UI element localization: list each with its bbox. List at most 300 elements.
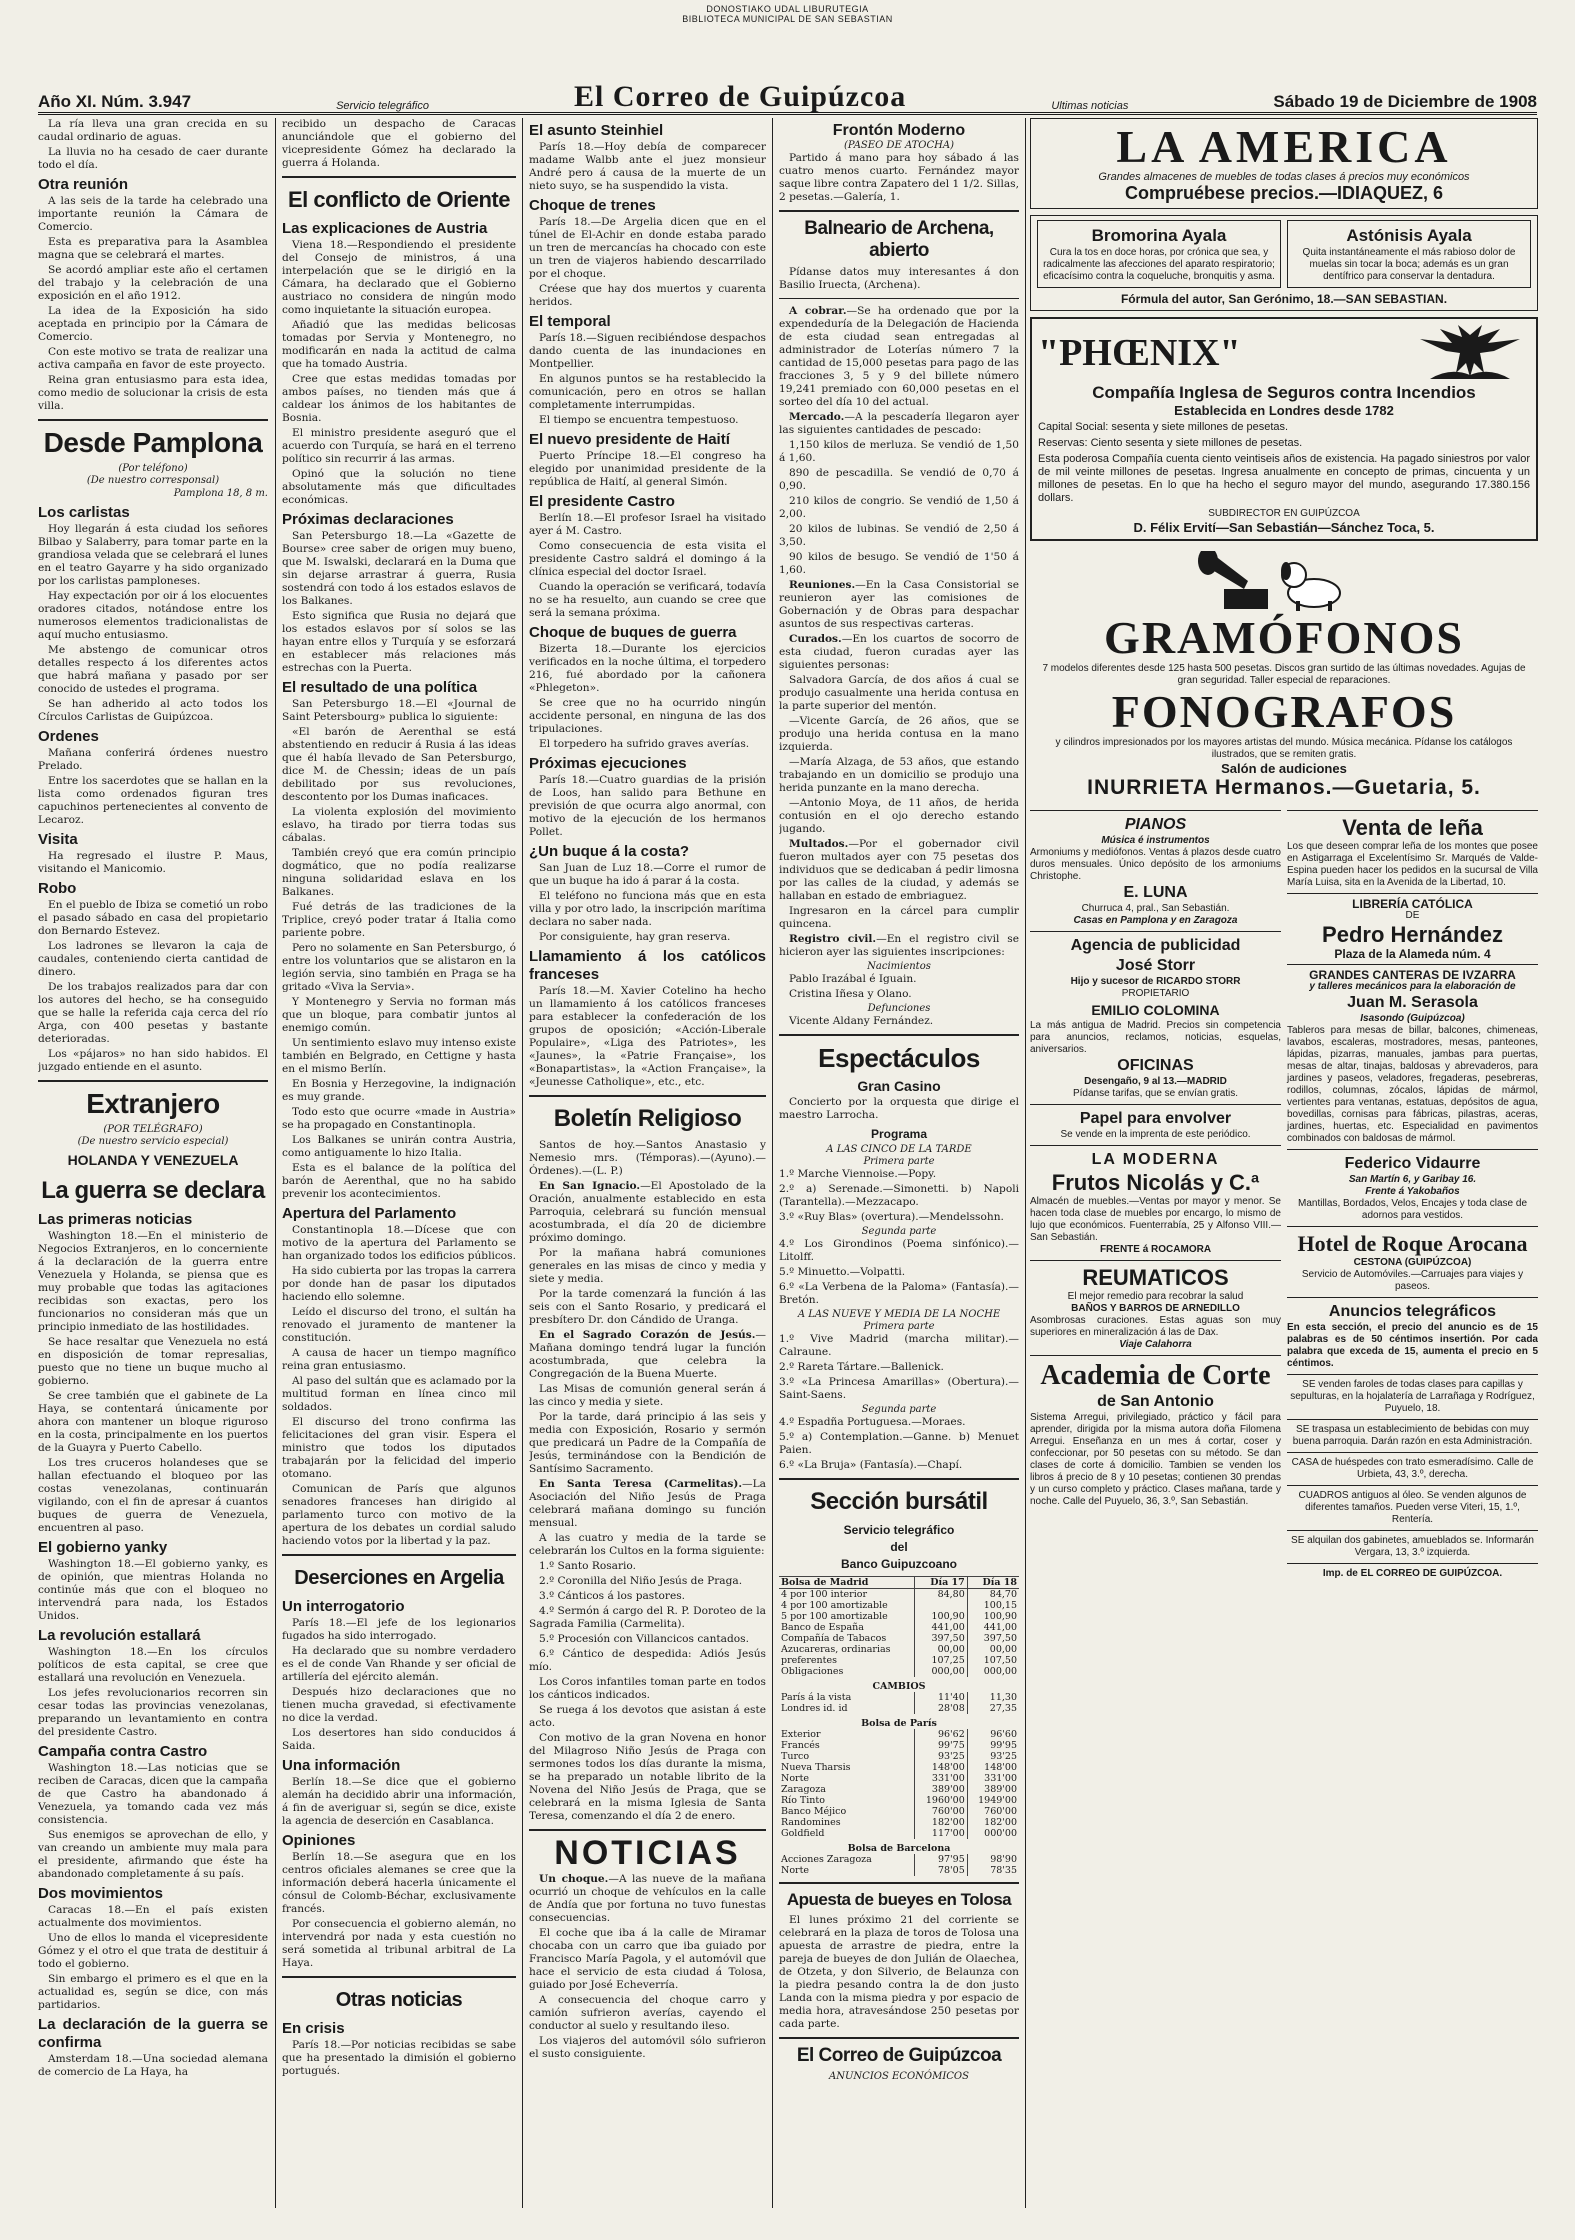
paragraph: El teléfono no funciona más que en esta villa y por otro lado, la inscripción marítima declara no saber nada. xyxy=(529,890,766,928)
paragraph: Se cree también que el gabinete de La Haya, se contentará únicamente por ahora con mantener un bloque riguroso en la costa, principalmente en los puertos de la Guayra y Puerto Cabello. xyxy=(38,1390,268,1454)
paragraph: Washington 18.—En el ministerio de Negocios Extranjeros, en lo concerniente á la declaración de la guerra entre Venezuela y Holanda, se piensa que es muy probable que todas las agitaciones recibidas son exactas, pero los funcionarios no consideran más que un principio inmediato de las hostilidades. xyxy=(38,1230,268,1333)
ad-text: En esta sección, el precio del anuncio es de 15 palabras es de 50 céntimos insertión. Por cada palabra que exceda de 15, aumenta el precio en 5 céntimos. xyxy=(1287,1322,1538,1369)
classified-item: SE traspasa un establecimiento de bebidas con muy buena parroquia. Darán razón en esta Administración. xyxy=(1287,1419,1538,1452)
table-row xyxy=(779,1762,1019,1773)
paragraph: —En el registro civil se hicieron ayer las siguientes inscripciones: xyxy=(779,933,1019,958)
table-row xyxy=(779,1622,1019,1633)
section-subtitle: (Por teléfono) xyxy=(118,463,188,474)
table-cell-value: 99'95 xyxy=(990,1740,1017,1751)
table-cell-value: 93'25 xyxy=(915,1751,967,1762)
ad-bromorina xyxy=(1037,220,1281,288)
table-section-header: Bolsa de Barcelona xyxy=(847,1843,951,1854)
paragraph: San Juan de Luz 18.—Corre el rumor de que un buque ha ido á parar á la costa. xyxy=(529,862,766,887)
paragraph: París 18.—Siguen recibiéndose despachos dando cuenta de las inundaciones en Montpellier. xyxy=(529,332,766,370)
ad-phoenix xyxy=(1030,317,1538,541)
table-cell-value: 441,00 xyxy=(915,1622,967,1633)
paragraph: Cree que estas medidas tomadas por ambos países, no tienden más que á caldear los ánimos de los habitantes de Bosnia. xyxy=(282,373,516,424)
classified-item: CASA de huéspedes con trato esmeradísimo. Calle de Urbieta, 43, 3.º, derecha. xyxy=(1287,1452,1538,1485)
ad-title: Academia de Corte xyxy=(1040,1360,1271,1391)
ad-text: Asombrosas curaciones. Estas aguas son muy superiores en mineralización á las de Dax. xyxy=(1030,1315,1281,1338)
table-cell-value: 331'00 xyxy=(984,1773,1017,1784)
program-item: 6.º «La Bruja» (Fantasía).—Chapí. xyxy=(779,1459,963,1471)
paragraph: Los jefes revolucionarios recorren sin cesar todas las provincias venezolanas, preparando un levantamiento en contra del presidente Castro. xyxy=(38,1687,268,1738)
ad-telegraficos xyxy=(1287,1297,1538,1374)
paragraph: Puerto Príncipe 18.—El congreso ha elegido por unanimidad presidente de la república de Haití, al general Simón. xyxy=(529,450,766,488)
paragraph: La idea de la Exposición ha sido aceptada en principio por la Cámara de Comercio. xyxy=(38,305,268,343)
table-row xyxy=(779,1692,1019,1703)
paragraph: Hoy llegarán á esta ciudad los señores Bilbao y Salaberry, para tomar parte en la grandiosa velada que se celebrará el lunes en el teatro Gayarre y ha sido organizado por los carlistas pamploneses. xyxy=(38,523,268,587)
ad-text: CESTONA (GUIPÚZCOA) xyxy=(1353,1257,1472,1268)
table-cell-label: 4 por 100 interior xyxy=(779,1589,915,1601)
paragraph: Pero no solamente en San Petersburgo, ó entre los voluntarios que se alistaron en la legión servia, sino también en Praga se ha gritado «Viva la Servia». xyxy=(282,942,516,993)
table-cell-label: Francés xyxy=(779,1740,915,1751)
paragraph: La ría lleva una gran crecida en su caudal ordinario de aguas. xyxy=(38,118,268,143)
paragraph: Se hace resaltar que Venezuela no está en disposición de tomar represalias, puesto que no tiene un buque mucho al gobierno. xyxy=(38,1336,268,1387)
table-row xyxy=(779,1611,1019,1622)
program-part: Primera parte xyxy=(863,1156,935,1167)
table-cell-label: Compañía de Tabacos xyxy=(779,1633,915,1644)
program-item: 6.º «La Verbena de la Paloma» (Fantasía).—Bretón. xyxy=(779,1281,1019,1306)
table-row xyxy=(779,1740,1019,1751)
paragraph: París 18.—Por noticias recibidas se sabe que ha presentado la dimisión el gobierno portugués. xyxy=(282,2039,516,2077)
paragraph: Como consecuencia de esta visita el presidente Castro saldrá el domingo á la clínica especial del doctor Israel. xyxy=(529,540,766,578)
stamp-line-1: DONOSTIAKO UDAL LIBURUTEGIA xyxy=(706,4,869,14)
subheading: Una información xyxy=(282,1757,401,1774)
table-cell-value: 000,00 xyxy=(915,1666,967,1677)
paragraph: Un sentimiento eslavo muy intenso existe también en Belgrado, en Cettigne y hasta en el mismo Berlín. xyxy=(282,1037,516,1075)
table-row xyxy=(779,1666,1019,1677)
table-cell-label: Zaragoza xyxy=(779,1784,915,1795)
list-item: Cristina Iñesa y Olano. xyxy=(789,988,912,1000)
masthead xyxy=(38,82,1537,115)
table-cell-value: 000,00 xyxy=(983,1666,1017,1677)
ad-text: Cura la tos en doce horas, por crónica que sea, y radicalmente las afecciones del aparato respiratorio; eficacísimo contra la coqueluche, bronquitis y asma. xyxy=(1043,247,1275,282)
ad-title: E. LUNA xyxy=(1123,884,1188,901)
table-cell-value: 100,15 xyxy=(983,1600,1017,1611)
table-cell-value: 1960'00 xyxy=(915,1795,967,1806)
ad-title: Frutos Nicolás y C.ª xyxy=(1051,1170,1260,1195)
program-item: 5.º a) Contemplation.—Ganne. b) Menuet Paien. xyxy=(779,1431,1019,1456)
paragraph: Por la tarde comenzará la función á las seis con el Santo Rosario, y predicará el presbítero Dr. don Cándido de Uranga. xyxy=(529,1288,766,1326)
ad-title: Hotel de Roque Arocana xyxy=(1297,1231,1528,1256)
subheading: Gran Casino xyxy=(857,1078,941,1094)
section-title: Apuesta de bueyes en Tolosa xyxy=(779,1882,1019,1910)
paragraph: Los tres cruceros holandeses que se hallan efectuando el bloqueo por las costas venezolanas, continuarán vigilando, con el fin de apresar á cuantos buques de guerra de Venezuela, encuentren al paso. xyxy=(38,1457,268,1534)
ad-text: Capital Social: sesenta y siete millones de pesetas. xyxy=(1038,421,1289,433)
paragraph: Washington 18.—En los círculos políticos de esta capital, se cree que estallará una revolución en Venezuela. xyxy=(38,1646,268,1684)
paragraph: —Se ha ordenado que por la expendeduría de la Delegación de Hacienda de esta ciudad sean entregadas al administrador de Loterías número 7 la cantidad de 15,000 pesetas para pago de las fracciones 3, 5 y 9 del billete número 19,241 premiado con 60,000 pesetas en el sorteo del día 10 del actual. xyxy=(779,305,1019,408)
paragraph: —María Alzaga, de 53 años, que estando trabajando en un domicilio se produjo una herida punzante en la mano derecha. xyxy=(779,756,1019,794)
paragraph: Amsterdam 18.—Una sociedad alemana de comercio de La Haya, ha xyxy=(38,2053,268,2078)
subheading: Apertura del Parlamento xyxy=(282,1205,457,1222)
ad-libreria xyxy=(1287,893,1538,964)
table-cell-value: 27,35 xyxy=(989,1703,1017,1714)
section-title: Balneario de Archena, abierto xyxy=(779,210,1019,262)
ad-title: REUMATICOS xyxy=(1082,1265,1229,1290)
table-cell-value: 182'00 xyxy=(984,1817,1017,1828)
ad-text: Reservas: Ciento sesenta y siete millones de pesetas. xyxy=(1038,437,1303,449)
ad-text: Fórmula del autor, San Gerónimo, 18.—SAN SEBASTIAN. xyxy=(1120,292,1448,306)
table-cell-label: preferentes xyxy=(779,1655,915,1666)
paragraph: También creyó que era común principio dogmático, que no podía realizarse ninguna solidaridad eslava en los Balkanes. xyxy=(282,847,516,898)
ad-text: San Martín 6, y Garibay 16. xyxy=(1348,1174,1477,1185)
ad-text: Isasondo (Guipúzcoa) xyxy=(1360,1013,1465,1024)
program-time: A LAS CINCO DE LA TARDE xyxy=(826,1144,972,1155)
table-cell-value: 100,90 xyxy=(915,1611,967,1622)
table-row xyxy=(779,1784,1019,1795)
table-cell-label: Río Tinto xyxy=(779,1795,915,1806)
subheading: Llamamiento á los católicos franceses xyxy=(529,948,766,983)
table-cell-value: 000'00 xyxy=(984,1828,1017,1839)
subheading: Próximas ejecuciones xyxy=(529,755,687,772)
inline-heading: Mercado. xyxy=(789,411,845,423)
program-item: 1.º Vive Madrid (marcha militar).—Calraune. xyxy=(779,1333,1019,1358)
paragraph: Y Montenegro y Servia no forman más que un bloque, para combatir juntos al enemigo común. xyxy=(282,996,516,1034)
list-item: 2.º Coronilla del Niño Jesús de Praga. xyxy=(539,1575,743,1587)
paragraph: Se cree que no ha ocurrido ningún accidente personal, en ninguna de las dos tripulaciones. xyxy=(529,697,766,735)
paragraph: Ha declarado que su nombre verdadero es el de conde Van Rhande y ser oficial de artillería del ejército alemán. xyxy=(282,1645,516,1683)
table-cell-value: 1949'00 xyxy=(978,1795,1017,1806)
ad-text: Hijo y sucesor de RICARDO STORR xyxy=(1070,976,1241,987)
paragraph: —En la Casa Consistorial se reunieron ayer las comisiones de Gobernación y de Obras para despachar asuntos de sus respectivas carteras. xyxy=(779,579,1019,630)
table-cell-value: 84,80 xyxy=(915,1589,967,1601)
paragraph: A causa de hacer un tiempo magnífico reina gran entusiasmo. xyxy=(282,1347,516,1372)
section-right: Ultimas noticias xyxy=(1051,100,1129,112)
paragraph: París 18.—Hoy debía de comparecer madame Walbb ante el juez monsieur André pero á causa de la muerte de un nieto suyo, se ha suspendido la vista. xyxy=(529,141,766,192)
section-title: La guerra se declara xyxy=(41,1177,265,1204)
paragraph: Berlín 18.—Se dice que el gobierno alemán ha decidido abrir una información, á fin de averiguar si, según se dice, existe la agencia de deserción en Casablanca. xyxy=(282,1776,516,1827)
ad-la-america xyxy=(1030,118,1538,209)
section-title: NOTICIAS xyxy=(529,1829,766,1869)
ad-title: Bromorina Ayala xyxy=(1091,226,1227,245)
paragraph: La violenta explosión del movimiento eslavo, ha tirado por tierra todas sus cábalas. xyxy=(282,806,516,844)
table-cell-value: 98'90 xyxy=(990,1854,1017,1865)
ad-text: Se vende en la imprenta de este periódico. xyxy=(1060,1129,1251,1140)
table-cell-value: 117'00 xyxy=(915,1828,967,1839)
table-cell-label: Obligaciones xyxy=(779,1666,915,1677)
paragraph: Hay expectación por oir á los elocuentes oradores citados, notándose entre los numerosos elementos tradicionalistas de aquí mucho entusiasmo. xyxy=(38,590,268,641)
table-cell-label: París á la vista xyxy=(779,1692,915,1703)
section-subtitle: Banco Guipuzcoano xyxy=(840,1557,957,1571)
paragraph: El tiempo se encuentra tempestuoso. xyxy=(539,414,739,426)
paragraph: Uno de ellos lo manda el vicepresidente Gómez y el otro el que trata de destituir á todo el gobierno. xyxy=(38,1932,268,1970)
ad-title: GRAMÓFONOS xyxy=(1104,612,1464,663)
program-item: 3.º «Ruy Blas» (overtura).—Mendelssohn. xyxy=(779,1211,1004,1223)
ad-text: Desengaño, 9 al 13.—MADRID xyxy=(1084,1076,1227,1087)
paragraph: Ha regresado el ilustre P. Maus, visitando el Manicomio. xyxy=(38,850,268,875)
program-part: Segunda parte xyxy=(861,1404,937,1415)
program-time: A LAS NUEVE Y MEDIA DE LA NOCHE xyxy=(797,1309,1001,1320)
table-row xyxy=(779,1644,1019,1655)
table-row xyxy=(779,1817,1019,1828)
subheading: En crisis xyxy=(282,2020,345,2037)
ad-hotel xyxy=(1287,1226,1538,1297)
issue-date: Sábado 19 de Diciembre de 1908 xyxy=(1273,92,1537,111)
section-title: Desde Pamplona xyxy=(38,419,268,459)
paragraph: Después hizo declaraciones que no tienen mucha gravedad, si efectivamente no dice la verdad. xyxy=(282,1686,516,1724)
ad-text: EMILIO COLOMINA xyxy=(1091,1002,1220,1018)
section-title: Espectáculos xyxy=(779,1034,1019,1074)
table-cell-value: 78'05 xyxy=(915,1865,967,1876)
paragraph: Con este motivo se trata de realizar una activa campaña en favor de este proyecto. xyxy=(38,346,268,371)
paragraph: Sin embargo el primero es el que en la actualidad es, según se dice, con más partidarios. xyxy=(38,1973,268,2011)
ad-text: Viaje Calahorra xyxy=(1119,1339,1192,1350)
paragraph: «El barón de Aerenthal se está abstentiendo en reducir á Rusia á las ideas que él había llevado de San Petersburgo, dice M. de Chessin; ideas de un país debilitado por sus revoluciones, descontento por los Dumas inaficaces. xyxy=(282,726,516,803)
table-row xyxy=(779,1773,1019,1784)
table-cell-value: 11,30 xyxy=(989,1692,1017,1703)
paragraph: Pídanse datos muy interesantes á don Basilio Iruecta, (Archena). xyxy=(779,266,1019,291)
program-item: 5.º Minuetto.—Volpatti. xyxy=(779,1266,906,1278)
paragraph: Leído el discurso del trono, el sultán ha renovado el juramento de mantener la constitución. xyxy=(282,1306,516,1344)
classified-item: CUADROS antiguos al óleo. Se venden algunos de diferentes tamaños. Pueden verse Viteri, 15, 1.º, Rentería. xyxy=(1287,1485,1538,1530)
inline-heading: Reuniones. xyxy=(789,579,856,591)
paragraph: Al paso del sultán que es aclamado por la multitud forman en línea cinco mil soldados. xyxy=(282,1375,516,1413)
paragraph: Los desertores han sido conducidos á Saida. xyxy=(282,1727,516,1752)
program-item: 3.º «La Princesa Amarillas» (Obertura).—Saint-Saens. xyxy=(779,1376,1019,1401)
paragraph: Ha sido cubierta por las tropas la carrera por donde han de pasar los diputados haciendo ello solemne. xyxy=(282,1265,516,1303)
subheading: Choque de trenes xyxy=(529,197,656,214)
section-title: Otras noticias xyxy=(282,1976,516,2016)
program-item: 1.º Marche Viennoise.—Popy. xyxy=(779,1168,937,1180)
table-section-header: Bolsa de París xyxy=(861,1718,937,1729)
section-title: Boletín Religioso xyxy=(529,1095,766,1135)
paragraph: Concierto por la orquesta que dirige el maestro Larrocha. xyxy=(779,1096,1019,1121)
ad-title: FONOGRAFOS xyxy=(1111,686,1457,737)
table-cell-value: 389'00 xyxy=(915,1784,967,1795)
table-cell-label: Norte xyxy=(779,1865,915,1876)
ad-text: INURRIETA Hermanos.—Guetaria, 5. xyxy=(1087,776,1481,799)
paragraph: El lunes próximo 21 del corriente se celebrará en la plaza de toros de Tolosa una apuesta de arrastre de piedra, entre la pareja de bueyes de don Julián de Olaechea, de Otzeta, y don Silverio, de Belaunza con la piedra pesando contra la de don justo Landa con la misma piedra y por espacio de media hora, atravesándose 250 pesetas por cada parte. xyxy=(779,1914,1019,2030)
paragraph: Ingresaron en la cárcel para cumplir quincena. xyxy=(779,905,1019,930)
ad-text: Plaza de la Alameda núm. 4 xyxy=(1334,947,1491,961)
table-cell-label: Londres id. id xyxy=(779,1703,915,1714)
ad-text: PROPIETARIO xyxy=(1121,988,1190,999)
paragraph: Se acordó ampliar este año el certamen del trabajo y la celebración de una exposición en el año 1912. xyxy=(38,264,268,302)
program-item: 4.º Los Girondinos (Poema sinfónico).—Litolff. xyxy=(779,1238,1019,1263)
ad-title: LA MODERNA xyxy=(1091,1151,1220,1168)
ads-right-column xyxy=(1287,810,1538,1584)
ad-title: Papel para envolver xyxy=(1079,1110,1232,1127)
subheading: El presidente Castro xyxy=(529,493,675,510)
library-stamp xyxy=(0,4,1575,24)
table-cell-value: 28'08 xyxy=(915,1703,967,1714)
paragraph: París 18.—Cuatro guardias de la prisión de Loos, han salido para Bethune en previsión de que ocurra algo anormal, con motivo de la ejecución de los hermanos Pollet. xyxy=(529,774,766,838)
ad-text: BAÑOS Y BARROS DE ARNEDILLO xyxy=(1071,1303,1240,1314)
ad-title: LIBRERÍA CATÓLICA xyxy=(1352,897,1473,911)
paragraph: Constantinopla 18.—Dícese que con motivo de la apertura del Parlamento se han organizado todos los edificios públicos. xyxy=(282,1224,516,1262)
subheading: Las explicaciones de Austria xyxy=(282,220,488,237)
paragraph: Caracas 18.—En el país existen actualmente dos movimientos. xyxy=(38,1904,268,1929)
table-row xyxy=(779,1806,1019,1817)
paragraph: 1,150 kilos de merluza. Se vendió de 1,50 á 1,60. xyxy=(779,439,1019,464)
subheading: Los carlistas xyxy=(38,504,130,521)
paragraph: Por consecuencia el gobierno alemán, no intervendrá por nada y esta cuestión no será sometida al tribunal arbitral de La Haya. xyxy=(282,1918,516,1969)
ad-subtitle: de San Antonio xyxy=(1097,1393,1214,1410)
ad-title: PIANOS xyxy=(1124,816,1187,833)
separator xyxy=(779,298,1019,299)
table-row xyxy=(779,1828,1019,1839)
section-left: Servicio telegráfico xyxy=(336,100,429,112)
paragraph: En algunos puntos se ha restablecido la comunicación, pero en otros se hallan completamente interrumpidas. xyxy=(529,373,766,411)
ad-text: Frente á Yakobaños xyxy=(1365,1186,1460,1197)
paragraph: 90 kilos de besugo. Se vendió de 1'50 á 1,60. xyxy=(779,551,1019,576)
paragraph: Santos de hoy.—Santos Anastasio y Nemesio mrs. (Témporas).—(Ayuno).—Órdenes).—(L. P.) xyxy=(529,1139,766,1177)
ad-title: GRANDES CANTERAS DE IVZARRA xyxy=(1309,968,1516,982)
table-section-header: CAMBIOS xyxy=(872,1681,926,1692)
table-cell-value: 96'62 xyxy=(915,1729,967,1740)
paragraph: —Por el gobernador civil fueron multados ayer con 75 pesetas dos individuos que se dedicaban á pedir limosna por las calles de la ciudad, y además se hallaban en estado de embriaguez. xyxy=(779,838,1019,902)
table-cell-label: Acciones Zaragoza xyxy=(779,1854,915,1865)
subheading: El resultado de una política xyxy=(282,679,478,696)
ad-lena xyxy=(1287,810,1538,893)
subheading: Las primeras noticias xyxy=(38,1211,193,1228)
paragraph: París 18.—El jefe de los legionarios fugados ha sido interrogado. xyxy=(282,1617,516,1642)
column-rule xyxy=(772,118,773,2208)
ad-pianos xyxy=(1030,810,1281,931)
section-subtitle: (De nuestro corresponsal) xyxy=(86,475,220,486)
ad-la-moderna xyxy=(1030,1145,1281,1260)
stock-table xyxy=(779,1576,1019,1876)
ad-text: La más antigua de Madrid. Precios sin competencia para anuncios, reclamos, noticias, esquelas, aniversarios. xyxy=(1030,1020,1281,1055)
section-subtitle: Servicio telegráfico xyxy=(843,1523,955,1537)
ad-text: Mantillas, Bordados, Velos, Encajes y toda clase de adornos para vestidos. xyxy=(1297,1198,1528,1221)
ad-text: 7 modelos diferentes desde 125 hasta 500 pesetas. Discos gran surtido de las últimas novedades. Agujas de gran seguridad. Taller especial de reparaciones. xyxy=(1042,663,1526,686)
ad-text: y cilindros impresionados por los mayores artistas del mundo. Música mecánica. Pídanse los catálogos ilustrados, que se remiten gratis. xyxy=(1055,737,1513,760)
list-item: 6.º Cántico de despedida: Adiós Jesús mío. xyxy=(529,1648,766,1673)
gramophone-dog-icon xyxy=(1184,551,1384,613)
ad-title: LA AMERICA xyxy=(1116,121,1452,172)
paragraph: —Mañana domingo tendrá lugar la función acostumbrada, que celebra la Congregación de la Buena Muerte. xyxy=(529,1329,766,1380)
paragraph: Berlín 18.—Se asegura que en los centros oficiales alemanes se cree que la información deberá hacerla únicamente el cónsul de Colomb-Béchar, exclusivamente francés. xyxy=(282,1851,516,1915)
ad-astonisis xyxy=(1287,220,1531,288)
ad-title: Federico Vidaurre xyxy=(1344,1155,1481,1172)
dateline: Pamplona 18, 8 m. xyxy=(173,488,268,499)
paragraph: —Antonio Moya, de 11 años, de herida contusión en el ojo derecho estando jugando. xyxy=(779,797,1019,835)
program-item: 2.º a) Serenade.—Simonetti. b) Napoli (Tarantella).—Mezzacapo. xyxy=(779,1183,1019,1208)
ad-text: Esta poderosa Compañía cuenta ciento veintiseis años de existencia. Ha pagado siniestros por valor de mil veinte millones de pesetas. Ingresa anualmente en concepto de primas, cincuenta y un millones de pesetas. En lo que ha hecho el seguro mayor del mundo, asegurando 17.380.156 dollars. xyxy=(1038,453,1530,504)
subheading: Otra reunión xyxy=(38,176,129,193)
classified-item: SE alquilan dos gabinetes, amueblados se. Informarán Vergara, 13, 3.º izquierda. xyxy=(1287,1530,1538,1563)
stamp-line-2: BIBLIOTECA MUNICIPAL DE SAN SEBASTIAN xyxy=(682,14,893,24)
list-item: 3.º Cánticos á los pastores. xyxy=(539,1590,686,1602)
paragraph: Partido á mano para hoy sábado á las cuatro menos cuarto. Fernández mayor saque libre contra Zapatero del 1 1/2. Sillas, 2 pesetas.—Galería, 1. xyxy=(779,152,1019,203)
paragraph: En el pueblo de Ibiza se cometió un robo el pasado sábado en casa del propietario don Bernardo Estevez. xyxy=(38,899,268,937)
newspaper-title: El Correo de Guipúzcoa xyxy=(574,80,907,113)
column-rule xyxy=(522,118,523,2208)
program-part: Segunda parte xyxy=(861,1226,937,1237)
section-subtitle: Nacimientos xyxy=(867,961,931,972)
table-cell-value: 78'35 xyxy=(990,1865,1017,1876)
ad-text: Servicio de Automóviles.—Carruajes para viajes y paseos. xyxy=(1301,1269,1524,1292)
subheading: Choque de buques de guerra xyxy=(529,624,737,641)
ad-title: Agencia de publicidad xyxy=(1070,937,1241,954)
table-cell-value: 148'00 xyxy=(915,1762,967,1773)
paragraph: El torpedero ha sufrido graves averías. xyxy=(539,738,750,750)
section-subtitle: del xyxy=(890,1540,908,1554)
paragraph: —La Asociación del Niño Jesús de Praga celebrará mañana domingo su función mensual. xyxy=(529,1478,766,1529)
ad-title: Pedro Hernández xyxy=(1322,922,1503,947)
table-cell-label: Banco Méjico xyxy=(779,1806,915,1817)
ad-text: Casas en Pamplona y en Zaragoza xyxy=(1073,915,1238,926)
paragraph: 210 kilos de congrio. Se vendió de 1,50 á 2,00. xyxy=(779,495,1019,520)
ad-vidaurre xyxy=(1287,1149,1538,1226)
paragraph: Los Coros infantiles toman parte en todos los cánticos indicados. xyxy=(529,1676,766,1701)
table-cell-value: 11'40 xyxy=(915,1692,967,1703)
table-cell-value: 397,50 xyxy=(983,1633,1017,1644)
table-cell-value: 97'95 xyxy=(915,1854,967,1865)
table-cell-label: Randomines xyxy=(779,1817,915,1828)
list-item: Vicente Aldany Fernández. xyxy=(789,1015,934,1027)
table-cell-value: 107,25 xyxy=(915,1655,967,1666)
paragraph: Por la mañana habrá comuniones generales en las misas de cinco y media y siete y media. xyxy=(529,1247,766,1285)
ad-text: Sistema Arregui, privilegiado, práctico y fácil para aprender, dirigida por la misma autora doña Filomena Arregui. Enseñanza en un mes á cortar, coser y confeccionar, por 50 pesetas con su método. Se dan clases de corte á domicilio. Tambien se venden los libros á precio de 8 y 10 pesetas; contienen 30 prendas y un curso completo y práctico. Clases mañana, tarde y noche. Calle del Puyuelo, 36, 3.º, San Sebastián. xyxy=(1030,1412,1281,1507)
ad-agencia xyxy=(1030,931,1281,1104)
paragraph: París 18.—M. Xavier Cotelino ha hecho un llamamiento á los católicos franceses para establecer la confederación de los grupos de oposición; «Acción-Liberale Populaire», «Liga des Patriotes», les «Jaunes», la «Patrie Française», los «Bonapartistas», la «Action Française», la «Jeunesse Catholique», etc., etc. xyxy=(529,985,766,1088)
inline-heading: Registro civil. xyxy=(789,933,877,945)
subheading: El gobierno yanky xyxy=(38,1539,168,1556)
paragraph: —A la pescadería llegaron ayer las siguientes cantidades de pescado: xyxy=(779,411,1019,436)
ad-text: Pídanse tarifas, que se envían gratis. xyxy=(1072,1088,1239,1099)
ad-text: FRENTE á ROCAMORA xyxy=(1099,1244,1212,1255)
paragraph: San Petersburgo 18.—El «Journal de Saint Petersbourg» publica lo siguiente: xyxy=(282,698,516,723)
paragraph: La lluvia no ha cesado de caer durante todo el día. xyxy=(38,146,268,171)
table-cell-label: Exterior xyxy=(779,1729,915,1740)
subheading: Un interrogatorio xyxy=(282,1598,405,1615)
advertisements xyxy=(1030,118,1538,2213)
section-subtitle: (POR TELÉGRAFO) xyxy=(103,1124,203,1135)
table-row xyxy=(779,1729,1019,1740)
paragraph: En Bosnia y Herzegovine, la indignación es muy grande. xyxy=(282,1078,516,1103)
subheading: El nuevo presidente de Haití xyxy=(529,431,730,448)
table-row xyxy=(779,1655,1019,1666)
subheading: El asunto Steinhiel xyxy=(529,122,664,139)
paragraph: Me abstengo de comunicar otros detalles respecto á los diferentes actos que habrá mañana y pasado por ser conocido de ustedes el programa. xyxy=(38,644,268,695)
program-item: 4.º Espadña Portuguesa.—Moraes. xyxy=(779,1416,966,1428)
paragraph: —A las nueve de la mañana ocurrió un choque de vehículos en la calle de Andía que por fortuna no tuvo funestas consecuencias. xyxy=(529,1873,766,1924)
paragraph: recibido un despacho de Caracas anunciándole que el gobierno del vicepresidente Gómez ha declarado la guerra á Holanda. xyxy=(282,118,516,169)
subheading: Próximas declaraciones xyxy=(282,511,454,528)
paragraph: Esta es el balance de la política del barón de Aerenthal, que no ha sabido prevenir los acontecimientos. xyxy=(282,1162,516,1200)
subheading: Opiniones xyxy=(282,1832,356,1849)
list-item: Pablo Irazábal é Iguain. xyxy=(789,973,917,985)
ad-title: Anuncios telegráficos xyxy=(1328,1303,1497,1320)
paragraph: Esto significa que Rusia no dejará que los estados eslavos por sí solos se las hayan entre ellos y Turquía y se esforzará en establecer más relaciones más estrechas con la Puerta. xyxy=(282,610,516,674)
table-cell-value: 99'75 xyxy=(915,1740,967,1751)
section-subtitle: HOLANDA Y VENEZUELA xyxy=(67,1152,239,1168)
paragraph: Comunican de París que algunos senadores franceses han dirigido al parlamento turco con motivo de la apertura de los debates un cordial saludo haciendo votos por la libertad y la paz. xyxy=(282,1483,516,1547)
table-cell-value: 96'60 xyxy=(990,1729,1017,1740)
paragraph: Se ruega á los devotos que asistan á este acto. xyxy=(529,1704,766,1729)
issue-number: Año XI. Núm. 3.947 xyxy=(38,92,192,111)
table-cell-value: 84,70 xyxy=(989,1589,1017,1600)
paragraph: A consecuencia del choque carro y camión sufrieron averías, cayendo el conductor al suelo y resultando ileso. xyxy=(529,1994,766,2032)
subheading: Visita xyxy=(38,831,78,848)
ad-title: José Storr xyxy=(1115,957,1196,974)
paragraph: Washington 18.—Las noticias que se reciben de Caracas, dicen que la campaña de que Castro ha abandonado á Venezuela, ya tomando cada vez más consistencia. xyxy=(38,1762,268,1826)
ad-text: Churruca 4, pral., San Sebastián. xyxy=(1081,903,1230,914)
paragraph: Por la tarde, dará principio á las seis y media con Exposición, Rosario y sermón que predicará un Padre de la Compañía de Jesús, terminándose con la Bendición de Santísimo Sacramento. xyxy=(529,1411,766,1475)
paragraph: Por consiguiente, hay gran reserva. xyxy=(539,931,731,943)
paragraph: A las seis de la tarde ha celebrado una importante reunión la Cámara de Comercio. xyxy=(38,195,268,233)
paragraph: Esta es preparativa para la Asamblea magna que se celebrará el martes. xyxy=(38,236,268,261)
section-subtitle: ANUNCIOS ECONÓMICOS xyxy=(829,2071,969,2082)
ad-text: Quita instantáneamente el más rabioso dolor de muelas sin tocar la boca; además es un gran dentífrico para conservar la dentadura. xyxy=(1302,247,1516,282)
paragraph: Washington 18.—El gobierno yanky, es de opinión, que mientras Holanda no continúe más que con el bloqueo no intervendrá para nada, los Estados Unidos. xyxy=(38,1558,268,1622)
table-header: Bolsa de Madrid xyxy=(779,1577,915,1589)
inline-heading: Curados. xyxy=(789,633,842,645)
column-rule xyxy=(275,118,276,2208)
paragraph: —En los cuartos de socorro de esta ciudad, fueron curadas ayer las siguientes personas: xyxy=(779,633,1019,671)
